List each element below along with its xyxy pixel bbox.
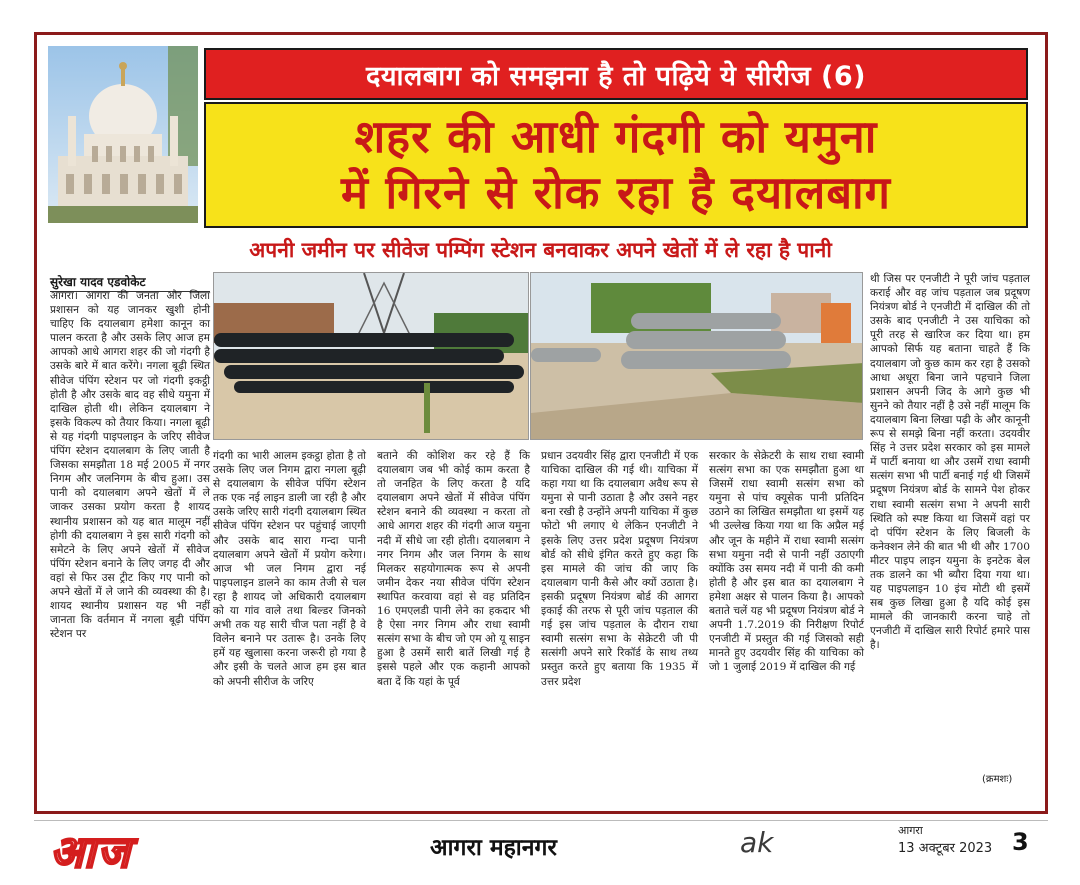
headline-box — [204, 102, 1028, 228]
series-title: दयालबाग को समझना है तो पढ़िये ये सीरीज (6) — [366, 60, 866, 92]
edition-city: आगरा — [898, 824, 923, 837]
pipes-photo-right — [530, 272, 863, 440]
article-column-1: आगरा। आगरा की जनता और जिला प्रशासन को यह जानकर खुशी होनी चाहिए कि दयालबाग हमेशा कानून का पालन करता है और उसके लिए आज हम आपको आधे आगरा शहर की जो गंदगी है उसके बारे में बात करेंगे। नगला बूढ़ी स्थित सीवेज पंपिंग स्टेशन पर जो गंदगी इकट्ठी होती है और उसके बाद वह सीधे यमुना में दाखिल होती थी। लेकिन दयालबाग ने इसके विकल्प को तैयार किया। नगला बूढ़ी से यह गंदगी पाइपलाइन के जरिए सीवेज पंपिंग स्टेशन दयालबाग के लिए जाती है जिसका समझौता 18 मई 2005 में नगर निगम और जलनिगम के बीच हुआ। उस पानी को दयालबाग अपने खेतों में ले जाकर उसका प्रयोग करता है शायद स्थानीय प्रशासन को यह बात मालूम नहीं होगी की दयालबाग ने इस सारी गंदगी को समेटने के लिए अपने खेतों में सीवेज पंपिंग स्टेशन बनाने के लिए जगह दी और वहां से फिर उस ट्रीट किए गए पानी को अपने खेतों में ले जाने की व्यवस्था की है। शायद स्थानीय प्रशासन यह भी नहीं जानता कि वर्तमान में नगला बूढ़ी पंपिंग स्टेशन पर — [50, 290, 210, 641]
logo-text: आज — [50, 827, 132, 878]
page-number: 3 — [1012, 828, 1029, 856]
headline-line-2: में गिरने से रोक रहा है दयालबाग — [340, 166, 891, 219]
edition-date: 13 अक्टूबर 2023 — [898, 841, 993, 856]
article-column-3: बताने की कोशिश कर रहे हैं कि दयालबाग जब भी कोई काम करता है तो जनहित के लिए करता है यदि दयालबाग अपने खेतों में सीवेज पंपिंग स्टेशन बनाने की व्यवस्था न करता तो आधे आगरा शहर की गंदगी आज यमुना नदी में सीधे जा रही होती। दयालबाग ने नगर निगम और जल निगम के साथ मिलकर सहयोगात्मक रूप से अपनी जमीन देकर नया सीवेज पंपिंग स्टेशन स्थापित करवाया वहां से वह प्रतिदिन 16 एमएलडी पानी लेने का हकदार भी है ऐसा नगर निगम और राधा स्वामी सत्संग सभा के बीच जो एम ओ यू साइन हुआ है उसमें सारी बातें लिखी गई है इससे पहले और एक कहानी आपको बता दें कि यहां के पूर्व — [377, 450, 530, 688]
article-column-2: गंदगी का भारी आलम इकट्ठा होता है तो उसके लिए जल निगम द्वारा नगला बूढ़ी से दयालबाग के सीवेज पंपिंग स्टेशन तक एक नई लाइन डाली जा रही है और उसके जरिए सारी गंदगी दयालबाग स्थित सीवेज पंपिंग स्टेशन पर पहुंचाई जाएगी और उसके बाद सारा गन्दा पानी दयालबाग अपने खेतों में प्रयोग करेगा। आज भी जल निगम द्वारा नई पाइपलाइन डालने का काम तेजी से चल रहा है शायद जो अधिकारी दयालबाग को या गांव वाले तथा बिल्डर जिनको अभी तक यह सारी चीज पता नहीं है वे विलेन बनाने पर उतारू है। उनके लिए हमें यह खुलासा करना जरूरी हो गया है और इसी के चलते आज हम इस बात को अपनी सीरीज के जरिए — [213, 450, 366, 688]
article-column-5: सरकार के सेक्रेटरी के साथ राधा स्वामी सत्संग सभा का एक समझौता हुआ था जिसमें राधा स्वामी सत्संग सभा को यमुना से पांच क्यूसेक पानी प्रतिदिन उठाने का लिखित समझौता था इसमें यह भी उल्लेख किया गया था कि अप्रैल मई और जून के महीने में राधा स्वामी सत्संग सभा यमुना नदी से पानी नहीं उठाएगी क्योंकि उस समय नदी में पानी की कमी होती है और इस बात का दयालबाग ने हमेशा अक्षर से पालन किया है। आपको बताते चलें यह भी प्रदूषण नियंत्रण बोर्ड ने अपनी 1.7.2019 की निरीक्षण रिपोर्ट एनजीटी में प्रस्तुत की गई जिसको सही मानते हुए उदयवीर सिंह की याचिका को जो 1 जुलाई 2019 में दाखिल की गई — [709, 450, 864, 674]
continued-note: (क्रमशः) — [982, 774, 1013, 785]
series-banner — [204, 48, 1028, 100]
article-column-6: थी जिस पर एनजीटी ने पूरी जांच पड़ताल कराई और वह जांच पड़ताल जब प्रदूषण नियंत्रण बोर्ड ने एनजीटी में दाखिल की तो उसके बाद एनजीटी ने उस याचिका को पूरी तरह से खारिज कर दिया था। हम आपको सिर्फ यह बताना चाहते हैं कि दयालबाग जो कुछ काम कर रहा है उसको आधा अधूरा बिना जाने पहचाने जिला प्रशासन अपनी जिद के आगे कुछ भी सुनने को तैयार नहीं है उसे नहीं मालूम कि दयालबाग बिना लिखा पढ़ी के और कानूनी रूप से समझे बिना नहीं करता। उदयवीर सिंह ने उत्तर प्रदेश सरकार को इस मामले में पार्टी बनाया था और उसमें राधा स्वामी सत्संग सभा भी पार्टी बनाई गई थी जिसमें प्रदूषण नियंत्रण बोर्ड के सामने पेश होकर राधा स्वामी सत्संग सभा ने अपनी सारी स्थिति को स्पष्ट किया था जिसमें वहां पर दो पंपिंग स्टेशन के लिए बिजली के कनेक्शन लेने की बात भी थी और 1700 मीटर पाइप लाइन यमुना के इनटेक बेल तक डालने का भी ब्यौरा दिया गया था। यह पाइपलाइन 10 इंच मोटी थी इसमें सब कुछ लिखा हुआ है यदि कोई इस मामले की जानकारी करना चाहे तो एनजीटी में दाखिल सारी रिपोर्ट हमारे पास है। — [870, 273, 1030, 652]
dayalbagh-temple-photo — [48, 46, 198, 223]
newspaper-logo — [50, 822, 132, 878]
footer-rule — [34, 820, 1048, 821]
byline: सुरेखा यादव एडवोकेट — [50, 273, 210, 292]
article-column-4: प्रधान उदयवीर सिंह द्वारा एनजीटी में एक याचिका दाखिल की गई थी। याचिका में कहा गया था कि दयालबाग अवैध रूप से यमुना से पानी उठाता है और उसने नहर बना रखी है उन्होंने अपनी याचिका में कुछ फोटो भी लगाए थे लेकिन एनजीटी ने इसके लिए उत्तर प्रदेश प्रदूषण नियंत्रण बोर्ड को सीधे इंगित करते हुए कहा कि इस मामले की जांच की जाए कि दयालबाग पानी कैसे और क्यों उठाता है। इसकी प्रदूषण नियंत्रण बोर्ड की आगरा इकाई की तरफ से पूरी जांच पड़ताल की गई इस जांच पड़ताल के दौरान राधा स्वामी सत्संग सभा के सेक्रेटरी जी पी सत्संगी अपने सारे रिकॉर्ड के साथ तथ्य प्रस्तुत करते हुए बताया कि 1935 में उत्तर प्रदेश — [541, 450, 698, 688]
section-name: आगरा महानगर — [430, 835, 557, 861]
headline-line-1: शहर की आधी गंदगी को यमुना — [354, 110, 878, 163]
subheadline: अपनी जमीन पर सीवेज पम्पिंग स्टेशन बनवाकर अपने खेतों में ले रहा है पानी — [249, 238, 832, 262]
watermark: ak — [740, 826, 774, 859]
pipes-photo-left — [213, 272, 529, 440]
